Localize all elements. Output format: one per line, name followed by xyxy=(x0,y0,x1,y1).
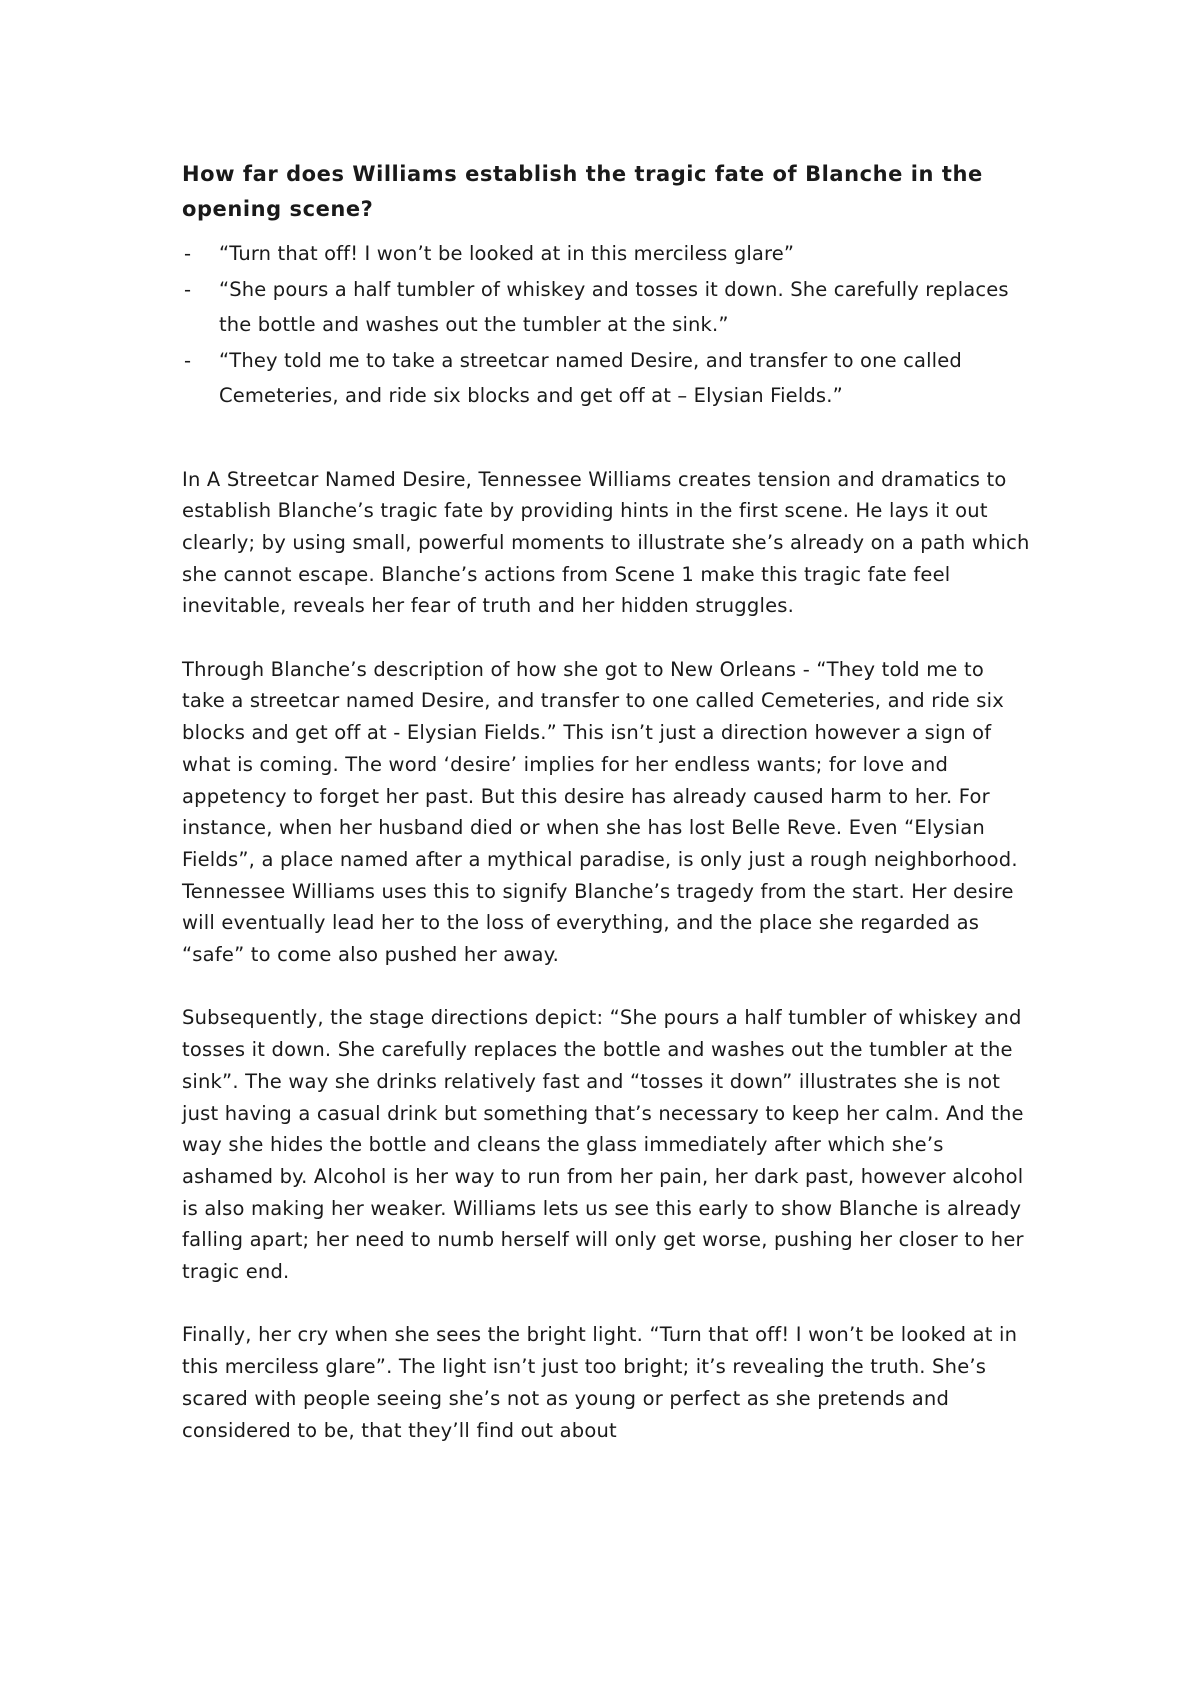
bullet-dash: - xyxy=(184,348,192,372)
quote-item xyxy=(182,272,1032,343)
document-page xyxy=(182,157,1032,1446)
quote-text: “Turn that off! I won’t be looked at in this merciless glare” xyxy=(219,242,795,265)
quote-list xyxy=(182,236,1032,414)
paragraph-intro: In A Streetcar Named Desire, Tennessee Williams creates tension and dramatics to establish Blanche’s tragic fate by providing hints in the first scene. He lays it out clearly; by using small, powerful moments to illustrate she’s already on a path which she cannot escape. Blanche’s actions from Scene 1 make this tragic fate feel inevitable, reveals her fear of truth and her hidden struggles. xyxy=(182,467,1030,618)
bullet-dash: - xyxy=(184,242,192,265)
paragraph-light: Finally, her cry when she sees the bright light. “Turn that off! I won’t be looked at in this merciless glare”. The light isn’t just too bright; it’s revealing the truth. She’s scared with people seeing she’s not as young or perfect as she pretends and considered to be, that they’ll find out about xyxy=(182,1323,1018,1442)
essay-title: How far does Williams establish the tragic fate of Blanche in the opening scene? xyxy=(182,162,983,221)
bullet-dash: - xyxy=(184,277,192,301)
quote-text: “She pours a half tumbler of whiskey and tosses it down. She carefully replaces the bottle and washes out the tumbler at the sink.” xyxy=(219,277,1009,336)
paragraph-desire: Through Blanche’s description of how she got to New Orleans - “They told me to take a streetcar named Desire, and transfer to one called Cemeteries, and ride six blocks and get off at - Elysian Fields.” This isn’t just a direction however a sign of what is coming. The word ‘desire’ implies for her endless wants; for love and appetency to forget her past. But this desire has already caused harm to her. For instance, when her husband died or when she has lost Belle Reve. Even “Elysian Fields”, a place named after a mythical paradise, is only just a rough neighborhood. Tennessee Williams uses this to signify Blanche’s tragedy from the start. Her desire will eventually lead her to the loss of everything, and the place she regarded as “safe” to come also pushed her away. xyxy=(182,657,1018,967)
quote-item xyxy=(182,343,1032,414)
quote-text: “They told me to take a streetcar named Desire, and transfer to one called Cemeteries, and ride six blocks and get off at – Elysian Fields.” xyxy=(219,348,962,407)
paragraph-whiskey: Subsequently, the stage directions depict: “She pours a half tumbler of whiskey and tosses it down. She carefully replaces the bottle and washes out the tumbler at the sink”. The way she drinks relatively fast and “tosses it down” illustrates she is not just having a casual drink but something that’s necessary to keep her calm. And the way she hides the bottle and cleans the glass immediately after which she’s ashamed by. Alcohol is her way to run from her pain, her dark past, however alcohol is also making her weaker. Williams lets us see this early to show Blanche is already falling apart; her need to numb herself will only get worse, pushing her closer to her tragic end. xyxy=(182,1006,1024,1284)
quote-item xyxy=(182,236,1032,272)
